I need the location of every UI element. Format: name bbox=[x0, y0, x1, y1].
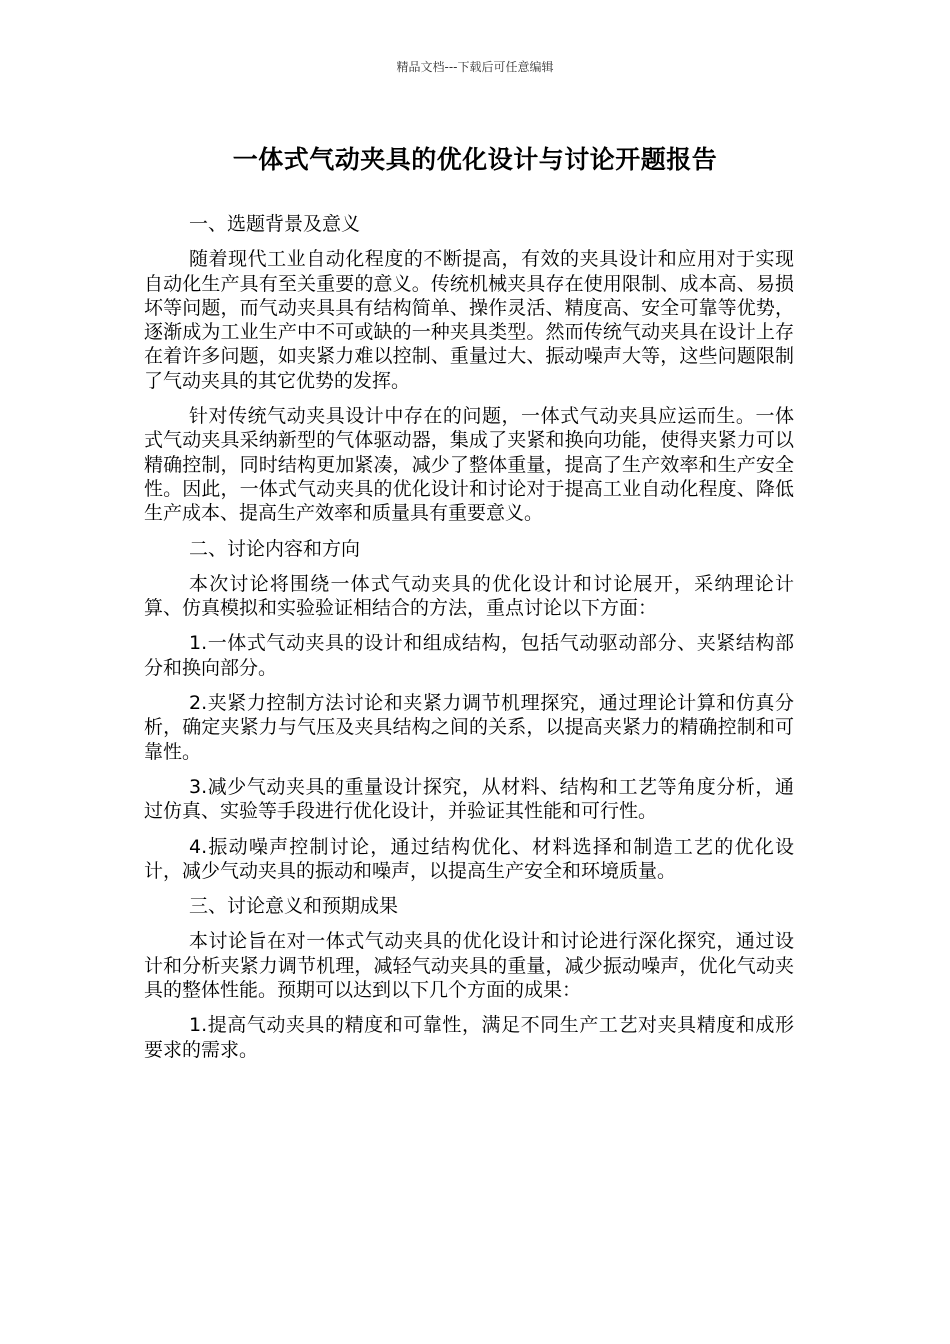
list-item-content-1: 1.一体式气动夹具的设计和组成结构，包括气动驱动部分、夹紧结构部分和换向部分。 bbox=[144, 632, 794, 679]
section-heading-significance: 三、讨论意义和预期成果 bbox=[189, 895, 399, 918]
list-item-outcome-1: 1.提高气动夹具的精度和可靠性，满足不同生产工艺对夹具精度和成形要求的需求。 bbox=[144, 1014, 794, 1061]
list-item-content-4: 4.振动噪声控制讨论，通过结构优化、材料选择和制造工艺的优化设计，减少气动夹具的振动和噪声，以提高生产安全和环境质量。 bbox=[144, 835, 794, 882]
list-item-content-2: 2.夹紧力控制方法讨论和夹紧力调节机理探究，通过理论计算和仿真分析，确定夹紧力与气压及夹具结构之间的关系，以提高夹紧力的精确控制和可靠性。 bbox=[144, 692, 794, 763]
paragraph-content-intro: 本次讨论将围绕一体式气动夹具的优化设计和讨论展开，采纳理论计算、仿真模拟和实验验证相结合的方法，重点讨论以下方面： bbox=[144, 572, 794, 620]
list-item-content-3: 3.减少气动夹具的重量设计探究，从材料、结构和工艺等角度分析，通过仿真、实验等手段进行优化设计，并验证其性能和可行性。 bbox=[144, 775, 794, 823]
section-heading-content: 二、讨论内容和方向 bbox=[189, 537, 361, 560]
section-heading-background: 一、选题背景及意义 bbox=[189, 213, 361, 235]
paragraph-background-2: 针对传统气动夹具设计中存在的问题，一体式气动夹具应运而生。一体式气动夹具采纳新型的气体驱动器，集成了夹紧和换向功能，使得夹紧力可以精确控制，同时结构更加紧凑，减少了整体重量，提高了生产效率和生产安全性。因此，一体式气动夹具的优化设计和讨论对于提高工业自动化程度、降低生产成本、提高生产效率和质量具有重要意义。 bbox=[144, 405, 794, 525]
paragraph-background-1: 随着现代工业自动化程度的不断提高，有效的夹具设计和应用对于实现自动化生产具有至关重要的意义。传统机械夹具存在使用限制、成本高、易损坏等问题，而气动夹具具有结构简单、操作灵活、精度高、安全可靠等优势，逐渐成为工业生产中不可或缺的一种夹具类型。然而传统气动夹具在设计上存在着许多问题，如夹紧力难以控制、重量过大、振动噪声大等，这些问题限制了气动夹具的其它优势的发挥。 bbox=[144, 248, 794, 392]
header-note: 精品文档---下载后可任意编辑 bbox=[396, 60, 554, 74]
document-title: 一体式气动夹具的优化设计与讨论开题报告 bbox=[232, 145, 718, 174]
document-body bbox=[144, 212, 794, 1073]
paragraph-significance-intro: 本讨论旨在对一体式气动夹具的优化设计和讨论进行深化探究，通过设计和分析夹紧力调节机理，减轻气动夹具的重量，减少振动噪声，优化气动夹具的整体性能。预期可以达到以下几个方面的成果： bbox=[144, 930, 794, 1002]
